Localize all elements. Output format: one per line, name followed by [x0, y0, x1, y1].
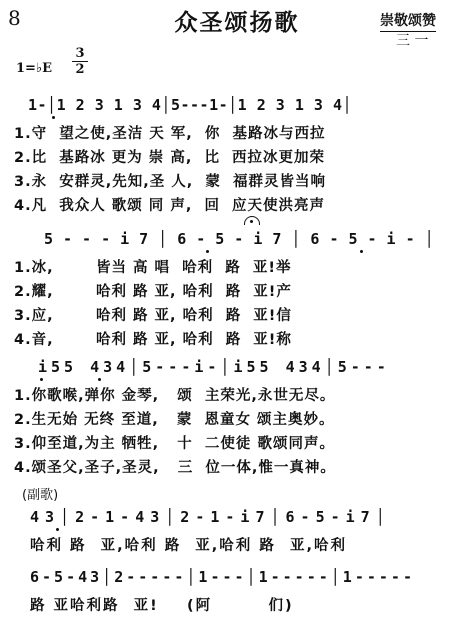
lyric-line: 3.永 安群灵,先知,圣 人, 蒙 福群灵皆当响 — [14, 174, 326, 190]
hymn-category: 崇敬颂赞 — [380, 10, 436, 32]
time-denominator: 2 — [75, 62, 85, 77]
time-numerator: 3 — [72, 46, 88, 62]
octave-dot — [40, 378, 43, 381]
octave-dot — [206, 250, 209, 253]
lyric-line: 4.凡 我众人 歌颂 同 声, 回 应天使洪亮声 — [14, 198, 326, 214]
notation-line-3: i55 434│5---i-│i55 434│5--- — [38, 358, 390, 376]
notation-line-1: 1-│1 2 3 1 3 4│5---1-│1 2 3 1 3 4│ — [28, 96, 353, 114]
lyric-line: 4.音, 哈利 路 亚, 哈利 路 亚!称 — [14, 332, 292, 348]
notation-line-2: 5---i7│6-5-i7│6-5-i-│ — [44, 230, 444, 248]
octave-dot — [56, 528, 59, 531]
lyric-line: 路 亚哈利路 亚! (阿 们) — [30, 598, 294, 614]
lyric-line: 2.生无始 无终 至道, 蒙 恩童女 颂主奥妙。 — [14, 412, 335, 428]
lyric-line: 2.耀, 哈利 路 亚, 哈利 路 亚!产 — [14, 284, 292, 300]
hymn-number: 三 一 — [396, 33, 429, 49]
key-signature: 1=♭E — [16, 61, 52, 76]
notation-line-chorus-1: 43│2-1-43│2-1-i7│6-5-i7│ — [30, 508, 391, 526]
lyric-line: 4.颂圣父,圣子,圣灵, 三 位一体,惟一真神。 — [14, 460, 336, 476]
lyric-line: 3.应, 哈利 路 亚, 哈利 路 亚!信 — [14, 308, 292, 324]
hymn-title: 众圣颂扬歌 — [174, 10, 300, 36]
notation-line-chorus-2: 6-5-43│2-----│1---│1-----│1----- — [30, 568, 415, 586]
lyric-line: 1.你歌喉,弹你 金琴, 颂 主荣光,永世无尽。 — [14, 388, 336, 404]
lyric-line: 哈利 路 亚,哈利 路 亚,哈利 路 亚,哈利 — [30, 538, 347, 554]
lyric-line: 1.冰, 皆当 高 唱 哈利 路 亚!举 — [14, 260, 292, 276]
time-signature — [72, 46, 88, 77]
chorus-label: (副歌) — [22, 488, 59, 503]
octave-dot — [98, 378, 101, 381]
octave-dot — [360, 250, 363, 253]
page-number: 8 — [8, 6, 21, 30]
octave-dot — [52, 116, 55, 119]
lyric-line: 1.守 望之使,圣洁 天 军, 你 基路冰与西拉 — [14, 126, 326, 142]
lyric-line: 2.比 基路冰 更为 崇 高, 比 西拉冰更加荣 — [14, 150, 326, 166]
fermata-mark — [244, 216, 260, 225]
lyric-line: 3.仰至道,为主 牺牲, 十 二使徒 歌颂同声。 — [14, 436, 335, 452]
